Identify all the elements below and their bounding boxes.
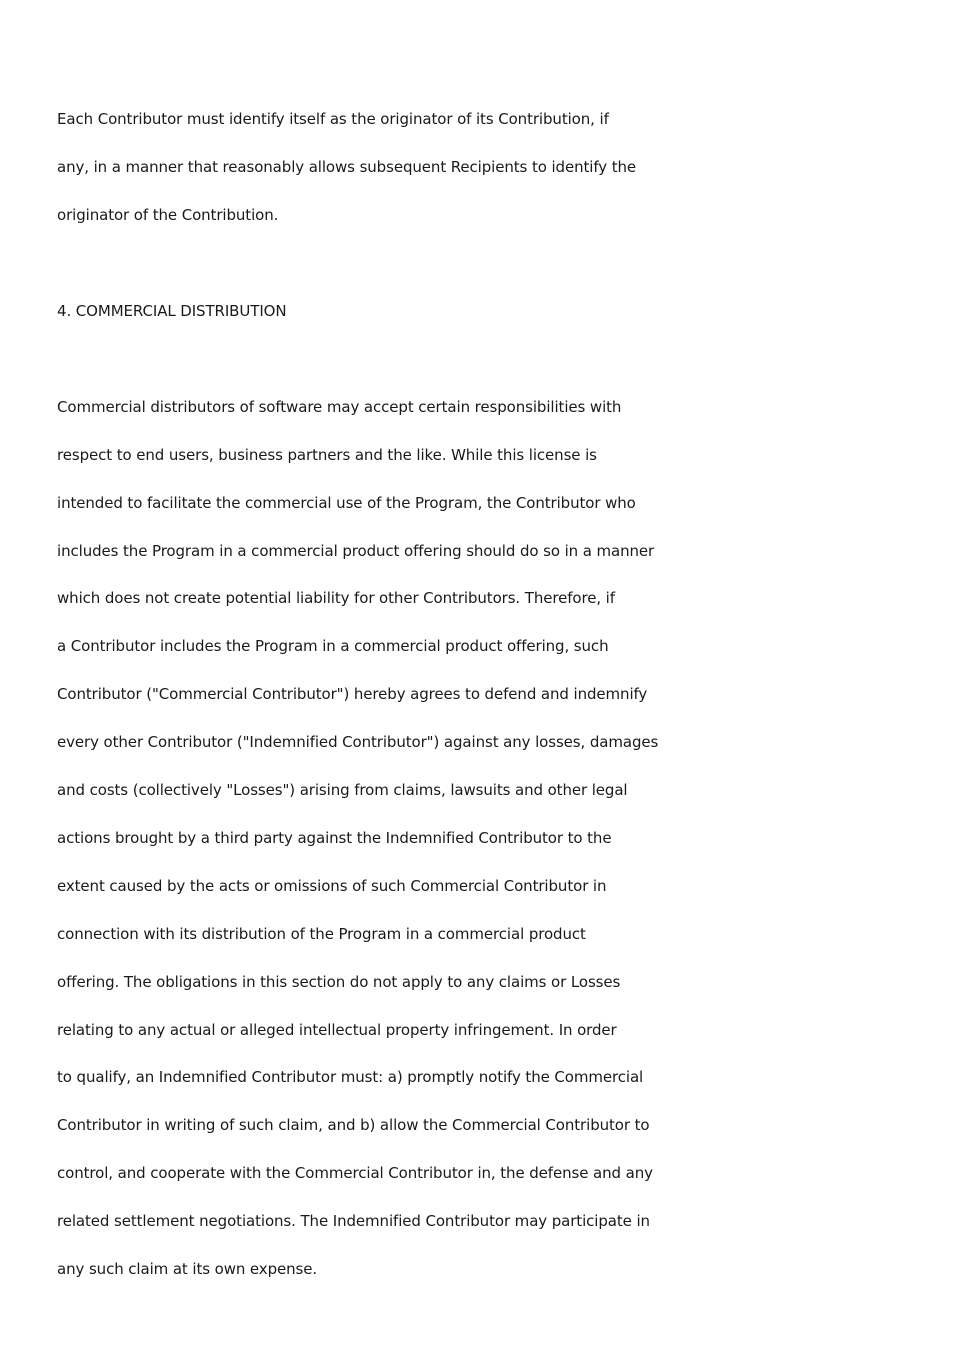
text-line: offering. The obligations in this section do not apply to any claims or Losses [57, 973, 621, 991]
text-line: to qualify, an Indemnified Contributor must: a) promptly notify the Commercial [57, 1068, 644, 1086]
text-line: includes the Program in a commercial product offering should do so in a manner [57, 542, 655, 560]
text-line: control, and cooperate with the Commercial Contributor in, the defense and any [57, 1164, 653, 1182]
text-line: Contributor in writing of such claim, and b) allow the Commercial Contributor to [57, 1116, 650, 1134]
text-line: related settlement negotiations. The Indemnified Contributor may participate in [57, 1212, 650, 1230]
text-line: actions brought by a third party against the Indemnified Contributor to the [57, 829, 612, 847]
section-heading: 4. COMMERCIAL DISTRIBUTION [57, 302, 287, 320]
text-line: which does not create potential liability for other Contributors. Therefore, if [57, 589, 615, 607]
text-line: any, in a manner that reasonably allows subsequent Recipients to identify the [57, 158, 637, 176]
text-line: and costs (collectively "Losses") arising from claims, lawsuits and other legal [57, 781, 628, 799]
text-line: intended to facilitate the commercial use of the Program, the Contributor who [57, 494, 636, 512]
text-line: connection with its distribution of the Program in a commercial product [57, 925, 586, 943]
text-line: respect to end users, business partners and the like. While this license is [57, 446, 597, 464]
text-line: a Contributor includes the Program in a commercial product offering, such [57, 637, 609, 655]
text-line: any such claim at its own expense. [57, 1260, 318, 1278]
text-line: every other Contributor ("Indemnified Contributor") against any losses, damages [57, 733, 659, 751]
text-line: relating to any actual or alleged intellectual property infringement. In order [57, 1021, 617, 1039]
text-line: extent caused by the acts or omissions of such Commercial Contributor in [57, 877, 607, 895]
text-line: Commercial distributors of software may accept certain responsibilities with [57, 398, 622, 416]
text-line: originator of the Contribution. [57, 206, 279, 224]
text-line: Contributor ("Commercial Contributor") hereby agrees to defend and indemnify [57, 685, 648, 703]
text-line: Each Contributor must identify itself as the originator of its Contribution, if [57, 110, 609, 128]
